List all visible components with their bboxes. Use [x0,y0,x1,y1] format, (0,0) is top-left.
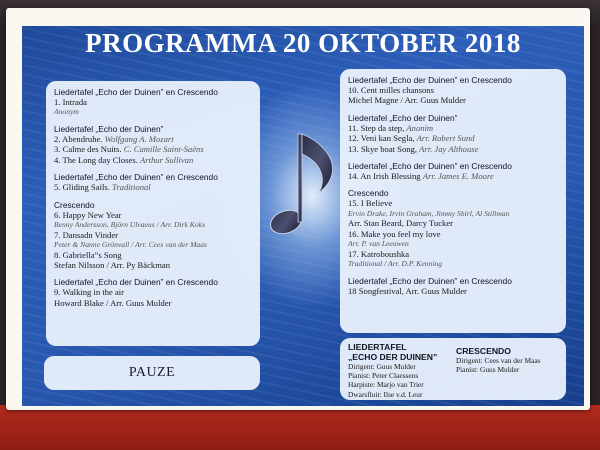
item-text: 11. Step da step, [348,122,407,133]
staff-line: Pianist: Peter Claessens [348,371,419,381]
left-program-box [46,81,260,346]
item-text: 5. Gliding Sails. [54,182,113,193]
program-item [54,210,252,220]
item-text: 7. Dansadn Vinder [54,229,119,240]
staff-crescendo [456,346,541,374]
program-item [348,198,558,208]
pauze-label: PAUZE [128,365,176,380]
staff-crescendo-heading: CRESCENDO [456,346,511,356]
staff-line: Dirigent: Guus Mulder [348,362,416,371]
red-tablecloth [0,405,600,450]
item-text: 15. I Believe [348,198,393,209]
program-item [348,239,558,249]
staff-line: Harpiste: Marjo van Trier [348,380,424,390]
program-item [348,95,558,105]
item-credit: Traditional / Arr. D.P. Kenning [348,259,443,269]
item-credit: Anonym [54,107,79,117]
program-panel [22,26,584,406]
program-item [54,230,252,240]
program-item [54,134,252,144]
section-title: Liedertafel „Echo der Duinen” [348,112,458,123]
program-item [348,259,558,269]
staff-liedertafel-subheading: „ECHO DER DUINEN” [348,352,438,362]
program-item [348,123,558,133]
program-item [348,218,558,228]
program-section [348,161,558,181]
program-section [348,276,558,296]
item-credit: Anonim [406,122,434,133]
program-item [54,107,252,117]
staff-box [340,338,566,400]
section-title: Liedertafel „Echo der Duinen” en Crescendo [348,275,512,286]
item-text: Arr. Stan Beard, Darcy Tucker [348,218,454,229]
section-title: Crescendo [54,199,95,210]
item-text: 16. Make you feel my love [348,228,441,239]
section-title: Liedertafel „Echo der Duinen” en Crescendo [348,75,512,85]
item-text: 6. Happy New Year [54,209,122,220]
program-item [348,249,558,259]
item-text: 3. Calme des Nuits. [54,144,124,155]
program-section [54,124,252,165]
staff-line: Pianist: Guus Mulder [456,365,520,375]
staff-liedertafel [348,342,437,399]
program-item [348,171,558,181]
item-text: 1. Intrada [54,97,87,107]
program-item [348,229,558,239]
program-section [54,200,252,271]
item-text: Howard Blake / Arr. Guus Mulder [54,297,172,308]
section-title: Liedertafel „Echo der Duinen” en Crescendo [54,172,218,183]
program-item [54,220,252,230]
staff-line: Dirigent: Cees van der Maas [456,356,541,365]
program-item [348,144,558,154]
pauze-box [44,356,260,390]
item-text: 4. The Long day Closes. [54,154,141,165]
section-title: Liedertafel „Echo der Duinen” en Crescendo [54,277,218,288]
item-credit: Ervin Drake, Irvin Graham, Jimmy Shirl, Al Stillman [348,208,510,218]
program-sheet [6,8,590,410]
item-credit: Arr. James E. Moore [422,171,494,182]
program-item [54,287,252,297]
program-section [348,75,558,106]
item-text: Stefan Nilsson / Arr. Py Bäckman [54,260,171,271]
item-text: 18 Songfestival, Arr. Guus Mulder [348,285,467,296]
item-text: Michel Magne / Arr. Guus Mulder [348,95,466,106]
program-item [348,85,558,95]
item-text: 14. An Irish Blessing [348,171,423,182]
item-text: 10. Cent milles chansons [348,85,434,95]
program-item [54,298,252,308]
program-item [54,240,252,250]
program-section [54,277,252,308]
program-section [348,113,558,154]
staff-liedertafel-heading: LIEDERTAFEL [348,342,407,352]
item-credit: Arr. P. van Leeuwen [348,239,409,249]
item-credit: Arthur Sullivan [140,154,194,165]
item-text: 9. Walking in the air [54,287,125,298]
item-credit: Peter & Nanne Grönvall / Arr. Cees van der Maas [54,240,207,250]
program-item [54,144,252,154]
item-credit: Benny Andersson, Björn Ulvaeus / Arr. Dirk Kokx [54,220,206,230]
item-text: 8. Gabriella”s Song [54,249,122,260]
program-item [54,155,252,165]
item-text: 12. Veni kan Segla, [348,133,417,144]
program-item [54,97,252,107]
staff-line: Dwarsfluit: Ilse v.d. Leur [348,389,423,399]
section-title: Liedertafel „Echo der Duinen” [54,124,164,134]
program-item [54,182,252,192]
program-item [348,133,558,143]
item-credit: C. Camille Saint-Saëns [123,144,204,155]
program-section [348,188,558,268]
item-credit: Arr. Jay Althouse [419,143,479,154]
program-section [54,172,252,192]
program-item [348,286,558,296]
item-text: 17. Katroboushka [348,248,410,259]
music-note-icon [260,126,350,246]
section-title: Liedertafel „Echo der Duinen” en Crescendo [54,87,218,97]
program-title: PROGRAMMA 20 OKTOBER 2018 [85,28,521,58]
program-item [54,250,252,260]
item-text: 2. Abendruhe. [54,134,105,144]
item-credit: Arr. Robert Sund [416,133,475,144]
program-item [348,209,558,219]
program-item [54,260,252,270]
item-credit: Traditional [112,182,151,193]
item-text: 13. Skye boat Song, [348,143,420,154]
program-section [54,87,252,117]
item-credit: Wolfgang A. Mozart [104,134,174,144]
right-program-box [340,69,566,333]
section-title: Liedertafel „Echo der Duinen” en Crescendo [348,161,512,172]
section-title: Crescendo [348,188,389,199]
